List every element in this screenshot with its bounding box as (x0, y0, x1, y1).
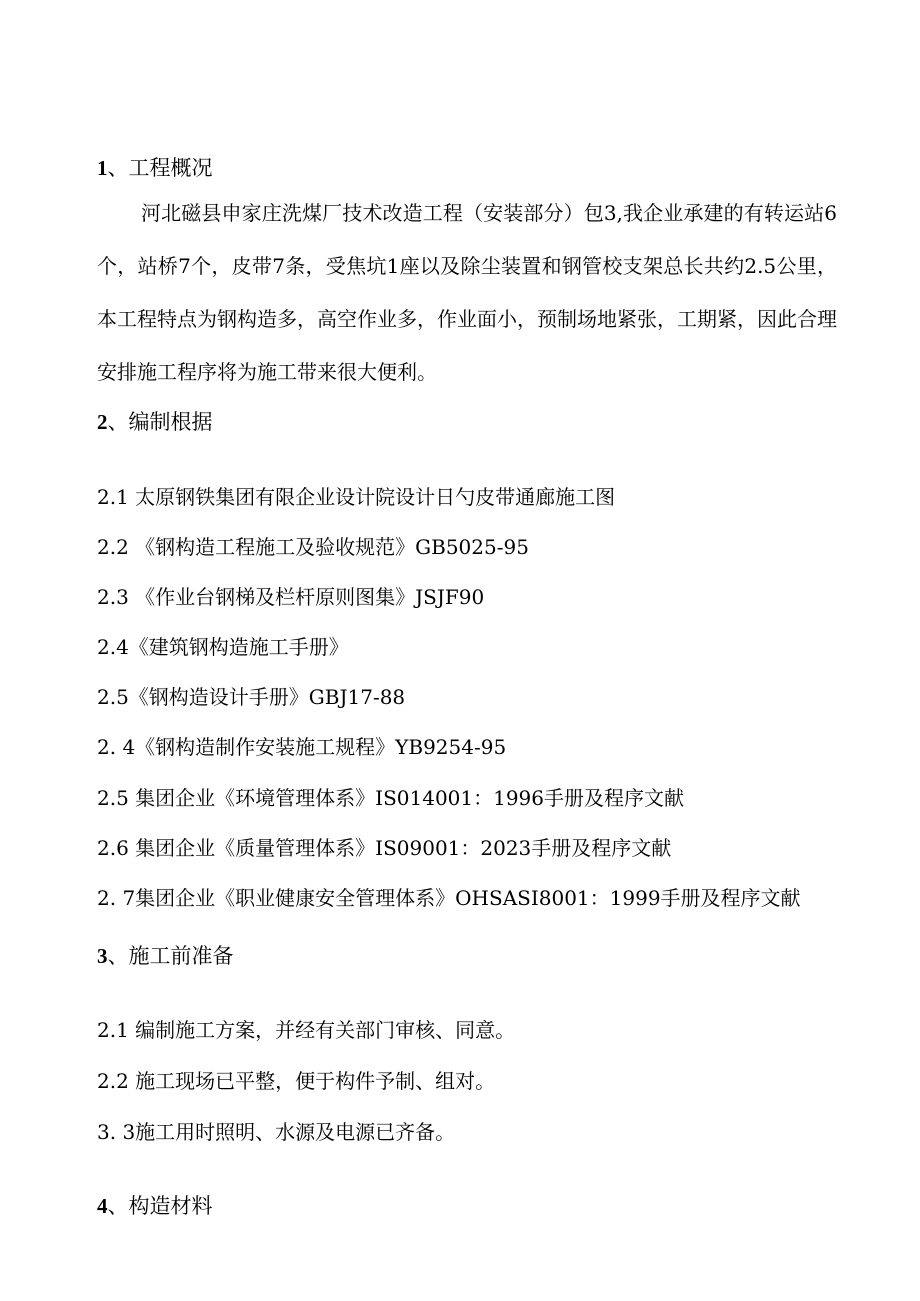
section-number: 3 (97, 944, 108, 968)
reference-item: 2.5《钢构造设计手册》GBJ17-88 (97, 685, 406, 709)
reference-item: 2. 4《钢构造制作安装施工规程》YB9254-95 (97, 735, 507, 759)
section-2-heading (97, 408, 213, 436)
section-number: 2 (97, 410, 108, 434)
reference-item: 2.4《建筑钢构造施工手册》 (97, 635, 349, 659)
section-number: 1 (97, 156, 108, 180)
reference-item: 2.3 《作业台钢梯及栏杆原则图集》JSJF90 (97, 585, 485, 609)
reference-item: 2.2 《钢构造工程施工及验收规范》GB5025-95 (97, 535, 529, 559)
section-3-heading (97, 942, 234, 970)
section-title: 、工程概况 (107, 156, 213, 180)
section-1-paragraph: 河北磁县申家庄洗煤厂技术改造工程（安装部分）包3,我企业承建的有转运站6个，站桥7个，皮带7条，受焦坑1座以及除尘装置和钢管校支架总长共约2.5公里，本工程特点为钢构造多，高空作业多，作业面小，预制场地紧张，工期紧，因此合理安排施工程序将为施工带来很大便利。 (97, 201, 837, 384)
section-title: 、施工前准备 (107, 944, 234, 968)
preparation-item: 3. 3施工用时照明、水源及电源已齐备。 (97, 1120, 456, 1144)
section-1-heading (97, 154, 213, 182)
reference-item: 2. 7集团企业《职业健康安全管理体系》OHSASI8001：1999手册及程序文献 (97, 886, 801, 910)
section-4-heading (97, 1192, 213, 1220)
reference-item: 2.6 集团企业《质量管理体系》IS09001：2023手册及程序文献 (97, 836, 672, 860)
section-title: 、编制根据 (107, 410, 213, 434)
section-number: 4 (97, 1194, 108, 1218)
section-title: 、构造材料 (107, 1194, 213, 1218)
preparation-item: 2.2 施工现场已平整，便于构件予制、组对。 (97, 1069, 496, 1093)
reference-item: 2.1 太原钢铁集团有限企业设计院设计日勺皮带通廊施工图 (97, 485, 616, 509)
reference-item: 2.5 集团企业《环境管理体系》IS014001：1996手册及程序文献 (97, 786, 685, 810)
preparation-item: 2.1 编制施工方案，并经有关部门审核、同意。 (97, 1018, 516, 1042)
